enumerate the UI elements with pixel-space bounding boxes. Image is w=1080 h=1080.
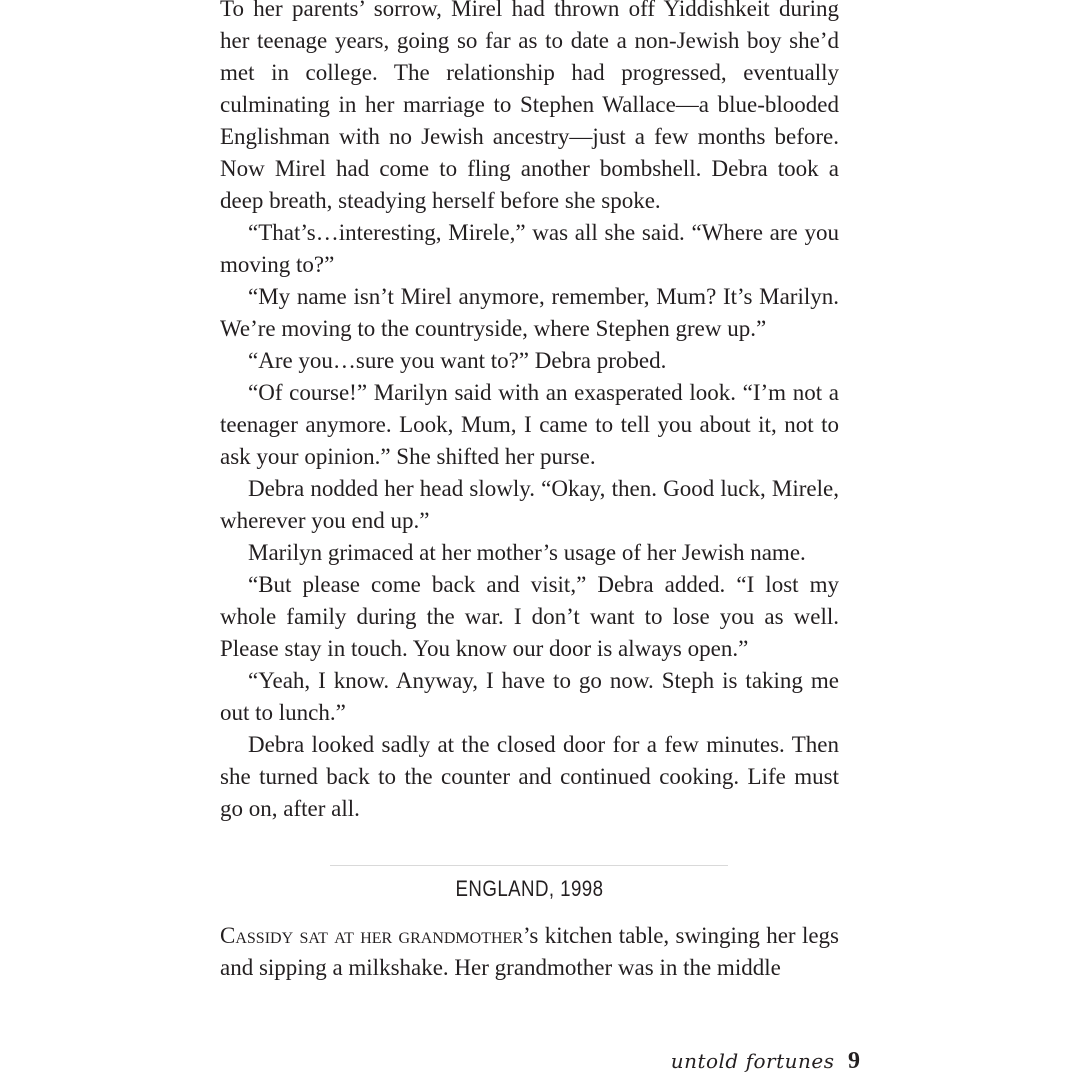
paragraph-10: Debra looked sadly at the closed door for a few minutes. Then she turned back to the counter and continued cooking. Life must go on, after all. (220, 732, 839, 821)
section-paragraph (220, 920, 839, 984)
running-title: untold fortunes (670, 1049, 835, 1073)
section-heading: ENGLAND, 1998 (455, 876, 604, 901)
section-text (220, 920, 839, 984)
paragraph-7: Marilyn grimaced at her mother’s usage of her Jewish name. (248, 540, 806, 565)
paragraph-5: “Of course!” Marilyn said with an exasperated look. “I’m not a teenager anymore. Look, Mum, I came to tell you about it, not to ask your opinion.” She shifted her purse. (220, 380, 839, 469)
paragraph-9: “Yeah, I know. Anyway, I have to go now. Steph is taking me out to lunch.” (220, 668, 839, 725)
paragraph-8: “But please come back and visit,” Debra added. “I lost my whole family during the war. I don’t want to lose you as well. Please stay in touch. You know our door is always open.” (220, 572, 839, 661)
paragraph-1: To her parents’ sorrow, Mirel had thrown off Yiddishkeit during her teenage years, going so far as to date a non-Jewish boy she’d met in college. The relationship had progressed, eventually culminating in her marriage to Stephen Wallace—a blue-blooded Englishman with no Jewish ancestry—just a few months before. Now Mirel had come to fling another bombshell. Debra took a deep breath, steadying herself before she spoke. (220, 0, 839, 213)
paragraph-3: “My name isn’t Mirel anymore, remember, Mum? It’s Marilyn. We’re moving to the countryside, where Stephen grew up.” (220, 284, 839, 341)
chapter-text (220, 0, 839, 825)
paragraph-4: “Are you…sure you want to?” Debra probed. (248, 348, 667, 373)
section-divider (330, 865, 728, 866)
paragraph-6: Debra nodded her head slowly. “Okay, then. Good luck, Mirele, wherever you end up.” (220, 476, 839, 533)
paragraph-2: “That’s…interesting, Mirele,” was all she said. “Where are you moving to?” (220, 220, 839, 277)
section-paragraph-rest: ’s kitchen table, swinging her legs and sipping a milkshake. Her grandmother was in the middle (220, 923, 839, 980)
page-number: 9 (848, 1048, 860, 1074)
page-footer (671, 1048, 860, 1075)
section-lead-in: Cassidy sat at her grandmother (220, 923, 523, 948)
